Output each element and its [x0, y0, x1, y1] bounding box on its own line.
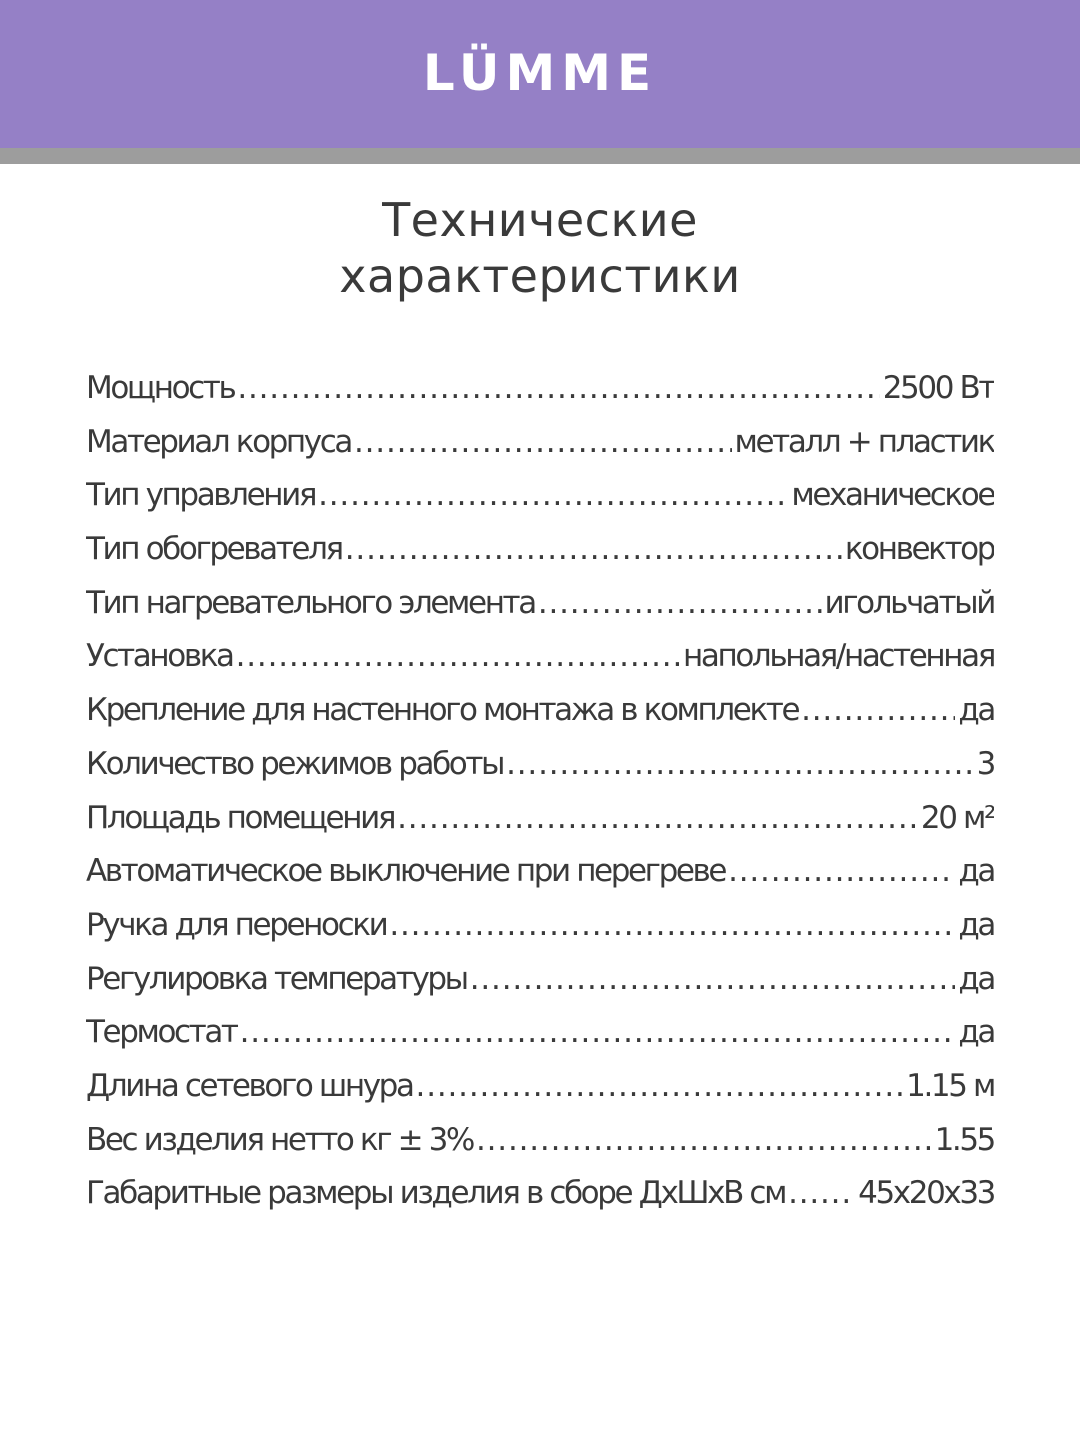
- spec-row-carry-handle: [86, 907, 994, 961]
- spec-row-room-area: [86, 800, 994, 854]
- leader-dots: [237, 370, 879, 406]
- spec-value: да: [958, 1014, 994, 1051]
- spec-label: Площадь помещения: [86, 799, 395, 836]
- spec-value: механическое: [791, 477, 994, 514]
- spec-row-modes: [86, 746, 994, 800]
- brand-logo: LÜMME: [422, 44, 658, 102]
- spec-row-temperature-control: [86, 961, 994, 1015]
- spec-row-control-type: [86, 477, 994, 531]
- spec-label: Мощность: [86, 370, 235, 406]
- spec-label: Автоматическое выключение при перегреве: [86, 853, 726, 890]
- leader-dots: [801, 692, 955, 728]
- spec-value: да: [958, 692, 994, 729]
- spec-value: 1.15 м: [906, 1067, 994, 1104]
- spec-label: Тип обогревателя: [86, 531, 342, 568]
- leader-dots: [389, 907, 955, 943]
- leader-dots: [345, 531, 842, 567]
- spec-row-body-material: [86, 424, 994, 478]
- spec-row-thermostat: [86, 1014, 994, 1068]
- leader-dots: [416, 1068, 904, 1104]
- spec-row-heating-element: [86, 585, 994, 639]
- spec-value: металл + пластик: [734, 423, 994, 460]
- page-title-line-2: характеристики: [339, 249, 741, 303]
- leader-dots: [538, 585, 822, 621]
- spec-label: Крепление для настенного монтажа в комплекте: [86, 692, 799, 729]
- spec-row-power: [86, 370, 994, 424]
- spec-label: Регулировка температуры: [86, 960, 467, 997]
- page-title: [0, 192, 1080, 304]
- spec-row-dimensions: [86, 1175, 994, 1229]
- spec-row-cord-length: [86, 1068, 994, 1122]
- leader-dots: [354, 424, 732, 460]
- spec-value: да: [958, 960, 994, 997]
- spec-label: Габаритные размеры изделия в сборе ДхШхВ см: [86, 1175, 786, 1212]
- leader-dots: [476, 1122, 932, 1158]
- spec-label: Ручка для переноски: [86, 906, 387, 943]
- spec-row-wall-mount: [86, 692, 994, 746]
- spec-value: конвектор: [844, 531, 994, 568]
- spec-value: да: [958, 853, 994, 890]
- spec-row-overheat-shutoff: [86, 853, 994, 907]
- spec-value: 2500 Вт: [882, 370, 994, 406]
- spec-label: Материал корпуса: [86, 423, 351, 460]
- spec-list: [86, 370, 994, 1229]
- spec-label: Термостат: [86, 1014, 237, 1051]
- spec-value: 3: [976, 745, 994, 782]
- spec-value: да: [958, 906, 994, 943]
- leader-dots: [470, 961, 956, 997]
- spec-value: напольная/настенная: [683, 638, 994, 675]
- leader-dots: [397, 800, 918, 836]
- spec-row-heater-type: [86, 531, 994, 585]
- spec-label: Тип нагревательного элемента: [86, 584, 535, 621]
- spec-value: 45x20x33: [858, 1175, 994, 1212]
- leader-dots: [236, 638, 680, 674]
- leader-dots: [506, 746, 974, 782]
- page-title-line-1: Технические: [382, 193, 698, 247]
- spec-label: Установка: [86, 638, 233, 675]
- brand-header: [0, 0, 1080, 148]
- header-divider-stripe: [0, 148, 1080, 164]
- spec-label: Вес изделия нетто кг ± 3%: [86, 1121, 473, 1158]
- spec-value: 1.55: [934, 1121, 994, 1158]
- leader-dots: [788, 1175, 855, 1211]
- spec-label: Количество режимов работы: [86, 745, 504, 782]
- leader-dots: [318, 477, 788, 513]
- spec-value: 20 м²: [920, 799, 994, 836]
- leader-dots: [728, 853, 955, 889]
- spec-row-net-weight: [86, 1122, 994, 1176]
- spec-label: Длина сетевого шнура: [86, 1067, 413, 1104]
- spec-row-installation: [86, 638, 994, 692]
- spec-value: игольчатый: [824, 584, 994, 621]
- spec-label: Тип управления: [86, 477, 316, 514]
- leader-dots: [240, 1014, 956, 1050]
